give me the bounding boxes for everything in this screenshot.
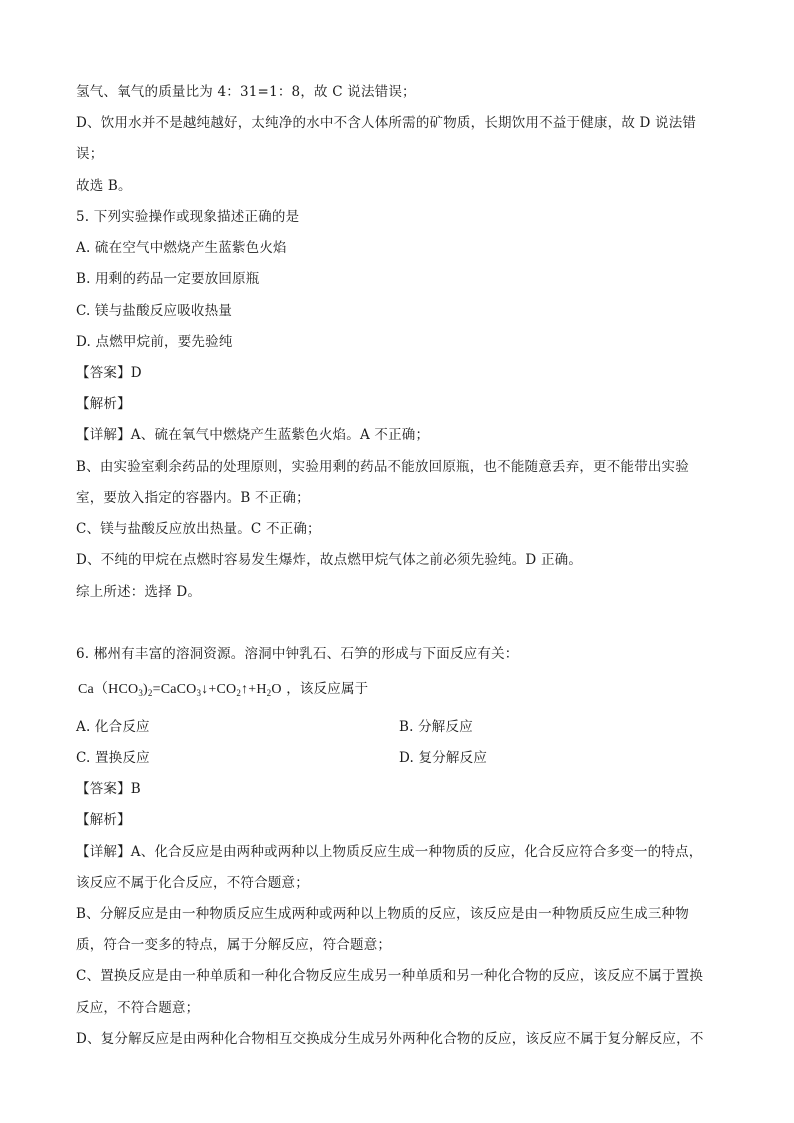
q5-analysis-line: D、不纯的甲烷在点燃时容易发生爆炸，故点燃甲烷气体之前必须先验纯。D 正确。	[76, 552, 583, 568]
q6-analysis-line: 反应，不符合题意；	[76, 1000, 200, 1016]
q6-option-d: D. 复分解反应	[399, 750, 488, 766]
q6-option-a: A. 化合反应	[76, 719, 150, 735]
q6-options-row	[76, 718, 716, 736]
q5-analysis-line: 室，要放入指定的容器内。B 不正确；	[76, 490, 310, 506]
q6-analysis-label: 【解析】	[76, 812, 131, 828]
q6-analysis-line: B、分解反应是由一种物质反应生成两种或两种以上物质的反应，该反应是由一种物质反应生成三种物	[76, 906, 689, 922]
q5-analysis-line: 综上所述：选择 D。	[76, 584, 202, 600]
q5-option-b: B. 用剩的药品一定要放回原瓶	[76, 271, 260, 287]
chemical-equation-line	[78, 680, 368, 699]
q6-analysis-line: D、复分解反应是由两种化合物相互交换成分生成另外两种化合物的反应，该反应不属于复分解反应，不	[76, 1031, 704, 1047]
q6-options-row	[76, 749, 716, 767]
q6-option-b: B. 分解反应	[399, 719, 473, 735]
text-line: 故选 B。	[76, 178, 132, 194]
q5-analysis-line: 【详解】A、硫在氧气中燃烧产生蓝紫色火焰。A 不正确；	[76, 427, 430, 443]
q5-option-a: A. 硫在空气中燃烧产生蓝紫色火焰	[76, 240, 287, 256]
q6-analysis-line: 【详解】A、化合反应是由两种或两种以上物质反应生成一种物质的反应，化合反应符合多变一的特点，	[76, 844, 703, 860]
question-5-stem: 5. 下列实验操作或现象描述正确的是	[76, 209, 300, 225]
q6-analysis-line: 该反应不属于化合反应，不符合题意；	[76, 875, 309, 891]
text-line: 氢气、氧气的质量比为 4：31=1：8，故 C 说法错误；	[76, 84, 416, 100]
equation-suffix: ，该反应属于	[286, 681, 369, 697]
q5-analysis-label: 【解析】	[76, 396, 131, 412]
q5-option-c: C. 镁与盐酸反应吸收热量	[76, 303, 233, 319]
q6-analysis-line: 质，符合一变多的特点，属于分解反应，符合题意；	[76, 937, 392, 953]
q6-answer: 【答案】B	[76, 781, 141, 797]
q5-analysis-line: C、镁与盐酸反应放出热量。C 不正确；	[76, 521, 321, 537]
question-6-stem: 6. 郴州有丰富的溶洞资源。溶洞中钟乳石、石笋的形成与下面反应有关：	[76, 646, 519, 662]
q6-analysis-line: C、置换反应是由一种单质和一种化合物反应生成另一种单质和另一种化合物的反应，该反应不属于置换	[76, 968, 704, 984]
chemical-equation: $Ca(HCO_3)_2=CaCO_3↓+CO_2↑+H_2O$	[78, 682, 282, 698]
q5-answer: 【答案】D	[76, 365, 142, 381]
q6-option-c: C. 置换反应	[76, 750, 150, 766]
q5-option-d: D. 点燃甲烷前，要先验纯	[76, 334, 233, 350]
text-line: 误；	[76, 146, 104, 162]
q5-analysis-line: B、由实验室剩余药品的处理原则，实验用剩的药品不能放回原瓶，也不能随意丢弃，更不能带出实验	[76, 459, 689, 475]
text-line: D、饮用水并不是越纯越好，太纯净的水中不含人体所需的矿物质，长期饮用不益于健康，故 D 说法错	[76, 115, 697, 131]
